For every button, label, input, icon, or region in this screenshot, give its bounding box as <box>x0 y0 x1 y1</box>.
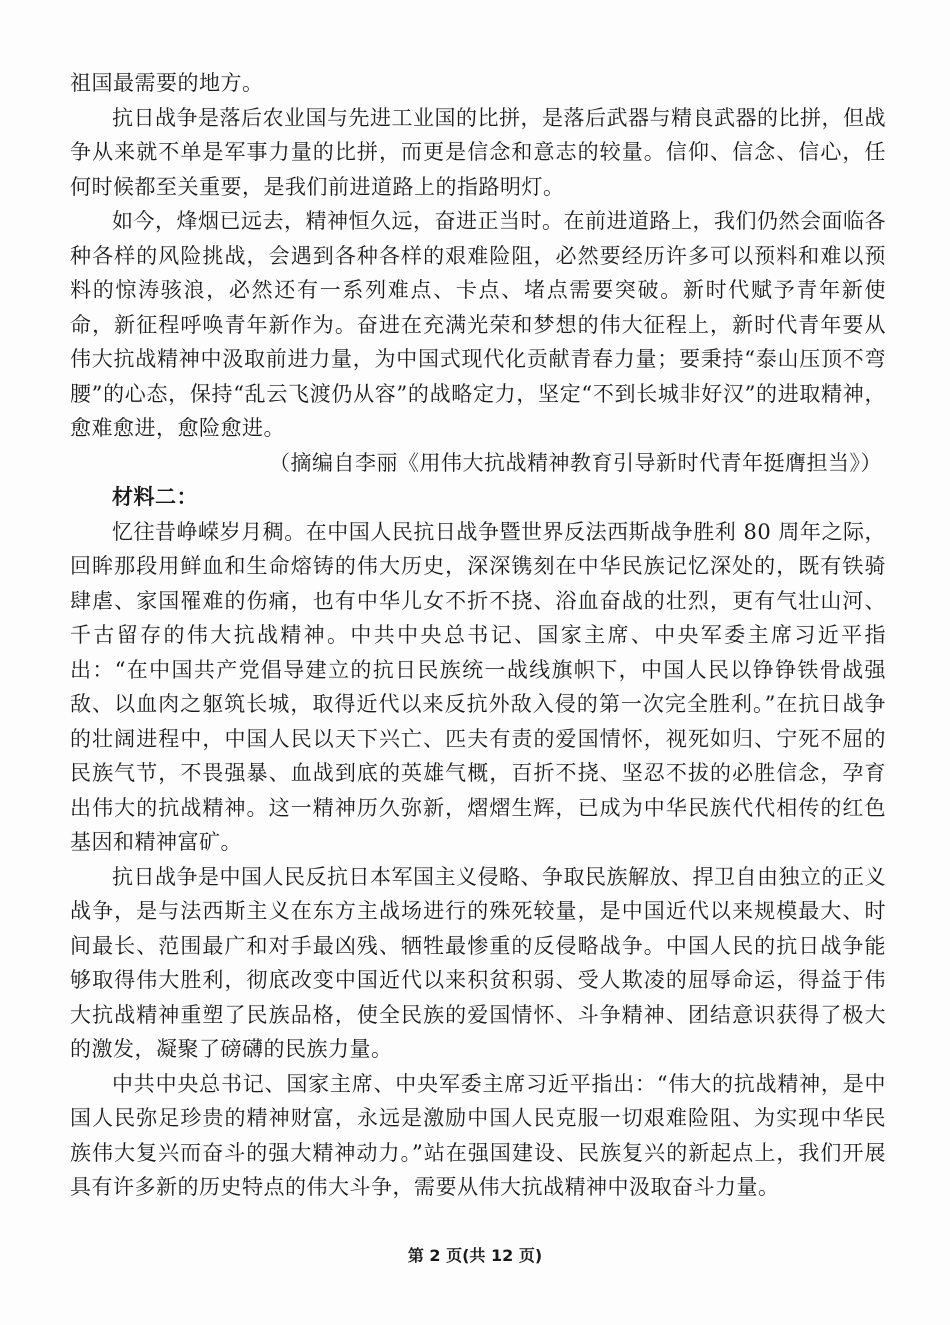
paragraph: 如今，烽烟已远去，精神恒久远，奋进正当时。在前进道路上，我们仍然会面临各种各样的风险挑战，会遇到各种各样的艰难险阻，必然要经历许多可以预料和难以预料的惊涛骇浪，必然还有一系列难点、卡点、堵点需要突破。新时代赋予青年新使命，新征程呼唤青年新作为。奋进在充满光荣和梦想的伟大征程上，新时代青年要从伟大抗战精神中汲取前进力量，为中国式现代化贡献青春力量；要秉持“泰山压顶不弯腰”的心态，保持“乱云飞渡仍从容”的战略定力，坚定“不到长城非好汉”的进取精神，愈难愈进，愈险愈进。 <box>70 209 886 440</box>
paragraph: 中共中央总书记、国家主席、中央军委主席习近平指出：“伟大的抗战精神，是中国人民弥足珍贵的精神财富，永远是激励中国人民克服一切艰难险阻、为实现中华民族伟大复兴而奋斗的强大精神动力。”站在强国建设、民族复兴的新起点上，我们开展具有许多新的历史特点的伟大斗争，需要从伟大抗战精神中汲取奋斗力量。 <box>70 1071 886 1199</box>
paragraph-continued: 祖国最需要的地方。 <box>70 71 264 95</box>
paragraph: 抗日战争是落后农业国与先进工业国的比拼，是落后武器与精良武器的比拼，但战争从来就不单是军事力量的比拼，而更是信念和意志的较量。信仰、信念、信心，任何时候都至关重要，是我们前进道路上的指路明灯。 <box>70 105 886 199</box>
paragraph: 抗日战争是中国人民反抗日本军国主义侵略、争取民族解放、捍卫自由独立的正义战争，是与法西斯主义在东方主战场进行的殊死较量，是中国近代以来规模最大、时间最长、范围最广和对手最凶残、牺牲最惨重的反侵略战争。中国人民的抗日战争能够取得伟大胜利，彻底改变中国近代以来积贫积弱、受人欺凌的屈辱命运，得益于伟大抗战精神重塑了民族品格，使全民族的爱国情怀、斗争精神、团结意识获得了极大的激发，凝聚了磅礴的民族力量。 <box>70 864 886 1061</box>
page-number-footer: 第 2 页(共 12 页) <box>407 1246 543 1265</box>
source-citation: （摘编自李丽《用伟大抗战精神教育引导新时代青年挺膺担当》） <box>269 450 882 475</box>
paragraph: 忆往昔峥嵘岁月稠。在中国人民抗日战争暨世界反法西斯战争胜利 80 周年之际，回眸那段用鲜血和生命熔铸的伟大历史，深深镌刻在中华民族记忆深处的，既有铁骑肆虐、家国罹难的伤痛，也有中华儿女不折不挠、浴血奋战的壮烈，更有气壮山河、千古留存的伟大抗战精神。中共中央总书记、国家主席、中央军委主席习近平指出：“在中国共产党倡导建立的抗日民族统一战线旗帜下，中国人民以铮铮铁骨战强敌、以血肉之躯筑长城，取得近代以来反抗外敌入侵的第一次完全胜利。”在抗日战争的壮阔进程中，中国人民以天下兴亡、匹夫有责的爱国情怀，视死如归、宁死不屈的民族气节，不畏强暴、血战到底的英雄气概，百折不挠、坚忍不拔的必胜信念，孕育出伟大的抗战精神。这一精神历久弥新，熠熠生辉，已成为中华民族代代相传的红色基因和精神富矿。 <box>70 519 886 854</box>
section-heading: 材料二： <box>112 484 198 509</box>
document-body <box>70 66 886 1205</box>
